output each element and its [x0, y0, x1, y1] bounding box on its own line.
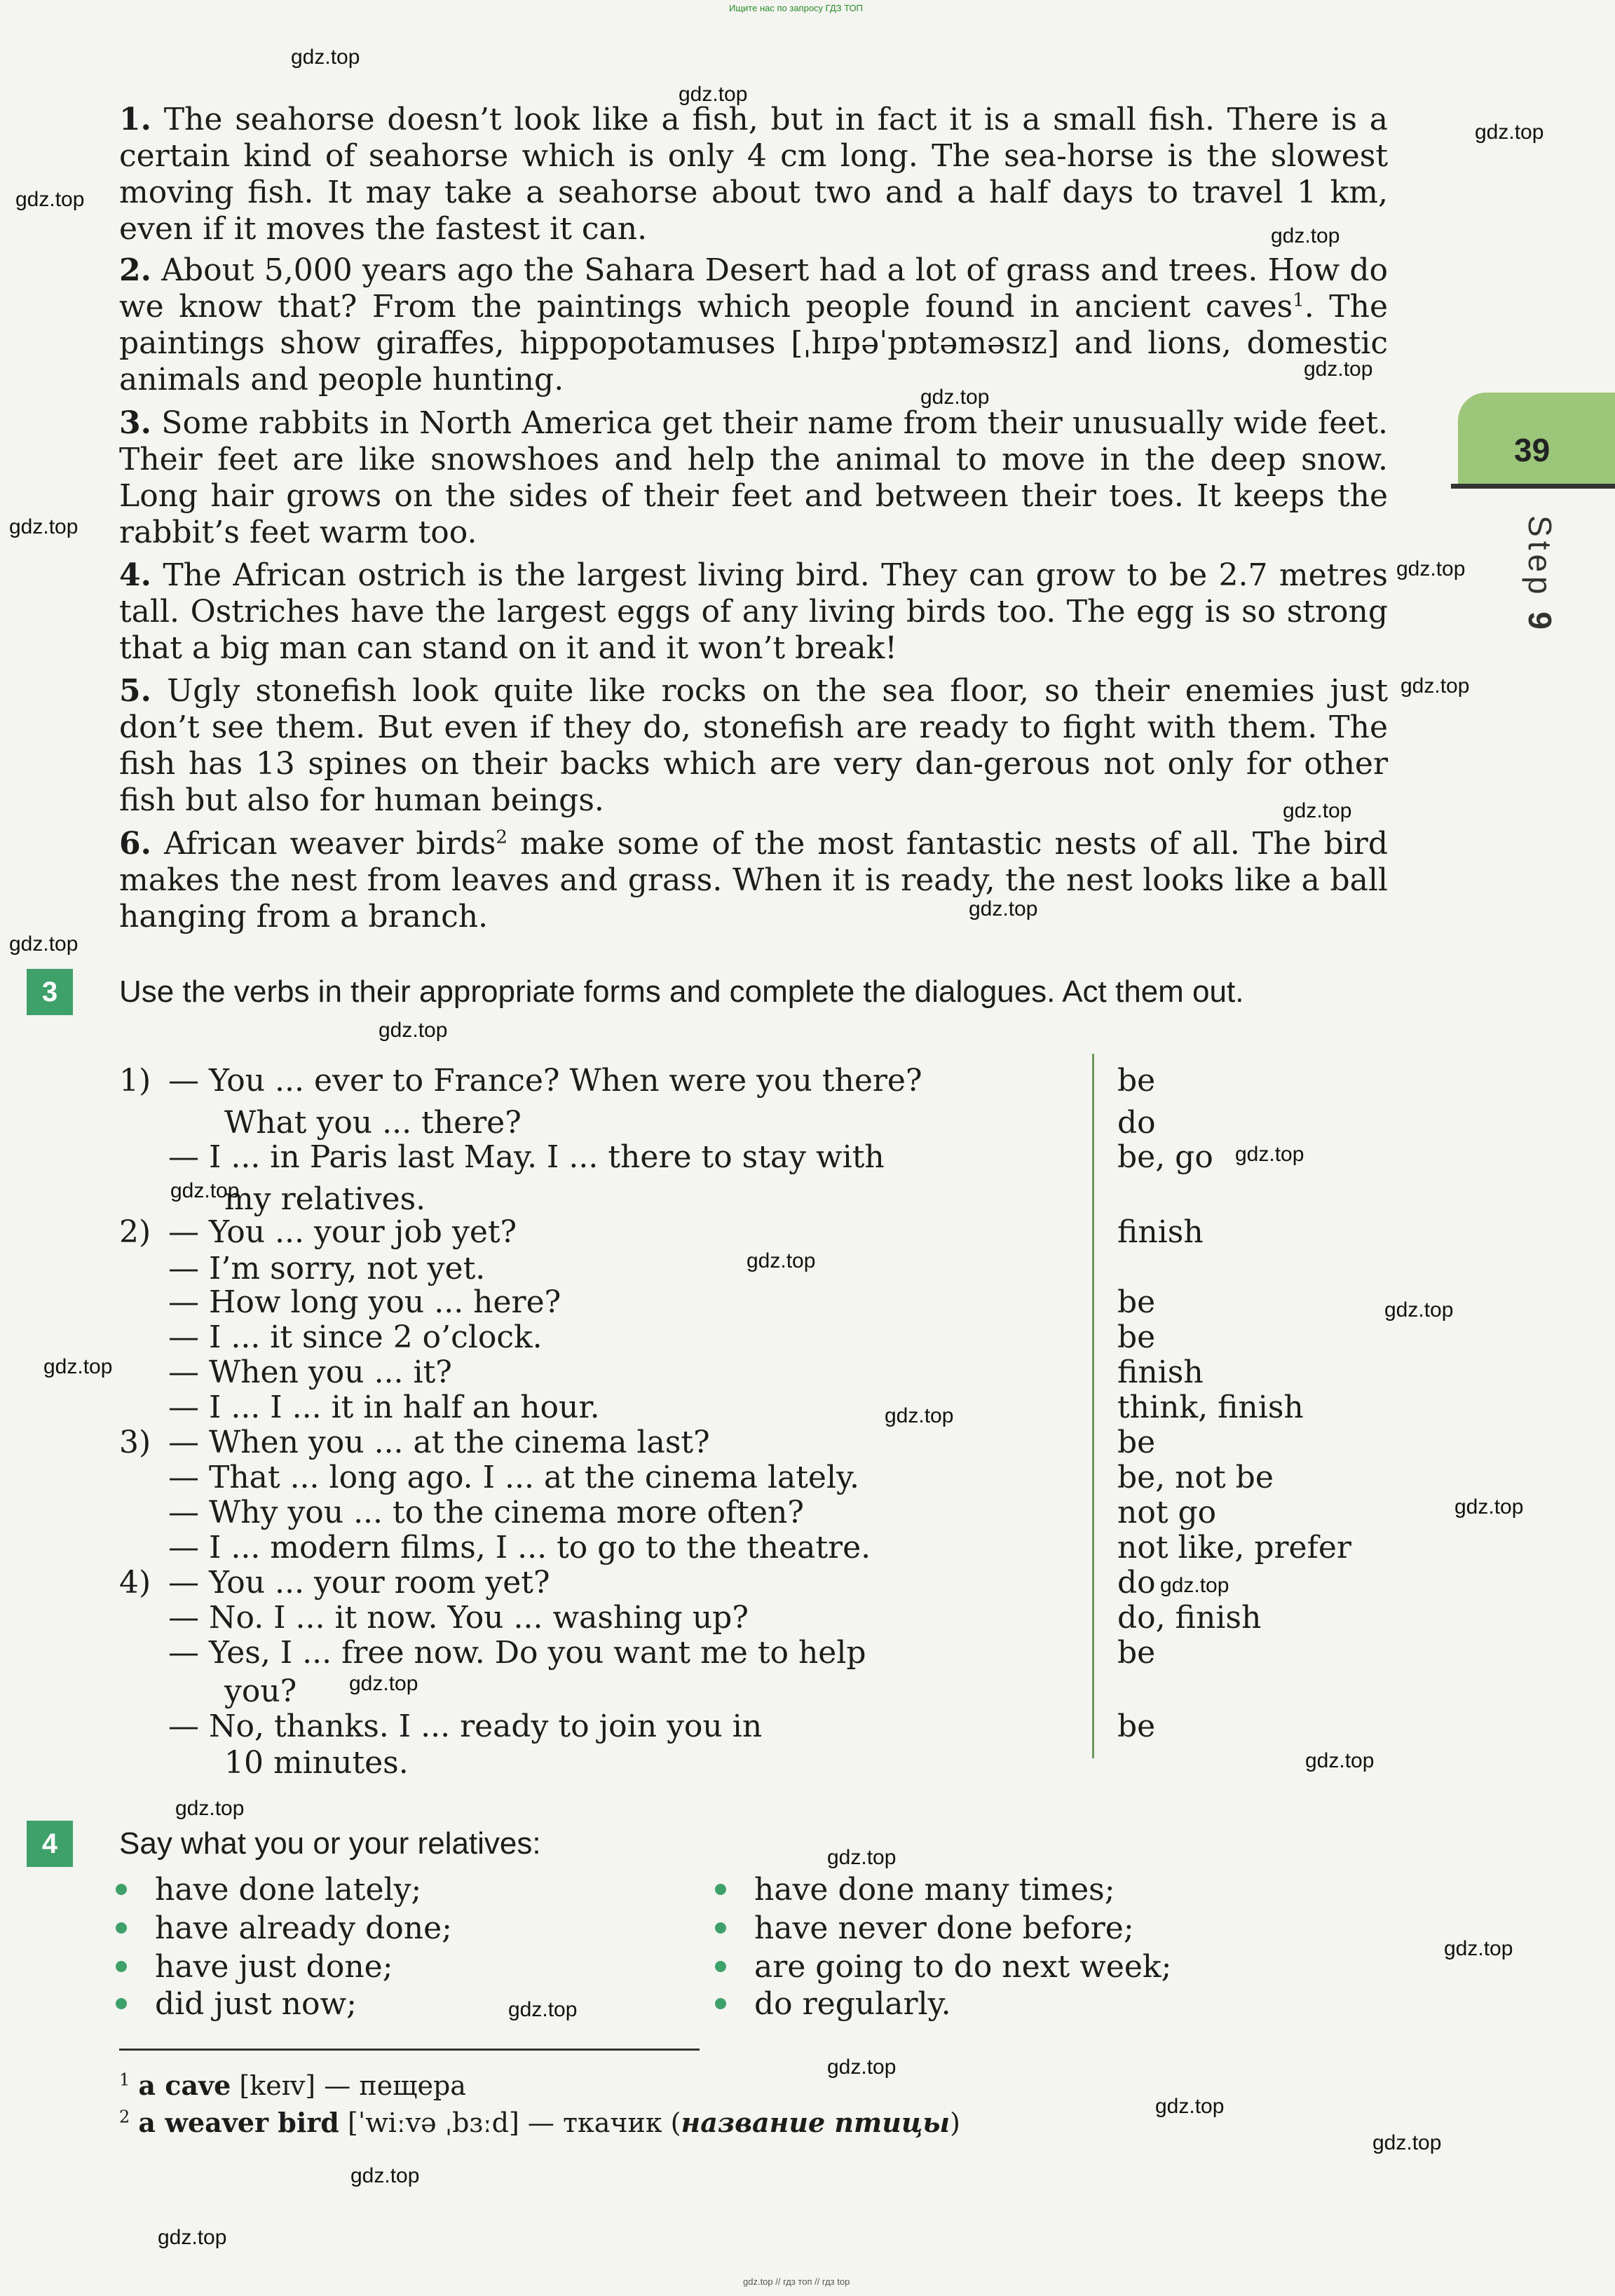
bullet-icon	[715, 1884, 726, 1895]
dialogue-line: you?	[224, 1673, 297, 1709]
verb-hint: think, finish	[1117, 1390, 1304, 1425]
watermark: gdz.top	[1401, 674, 1470, 698]
bullet-text: have done many times;	[754, 1872, 1115, 1908]
verb-hint: be	[1117, 1635, 1156, 1671]
dialogue-line: What you ... there?	[224, 1105, 522, 1141]
paragraph-text: Some rabbits in North America get their name from their unusually wide feet. Their feet are like snowshoes and help the animal to move in the deep snow. Long hair grows on the sides of their feet and between their toes. It keeps the rabbit’s feet warm too.	[119, 405, 1388, 550]
bullet-icon	[715, 1998, 726, 2009]
paragraph-number: 5.	[119, 673, 151, 709]
footnote-close: )	[950, 2107, 960, 2138]
verb-hint: be	[1117, 1425, 1156, 1460]
bullet-item	[715, 1986, 951, 2023]
paragraph-number: 2.	[119, 252, 151, 288]
watermark: gdz.top	[508, 1998, 578, 2021]
page-number: 39	[1514, 432, 1551, 468]
paragraph-text: Ugly stonefish look quite like rocks on the sea floor, so their enemies just don’t see them. But even if they do, stonefish are ready to fight with them. The fish has 13 spines on their backs which are very dan-gerous not only for other fish but also for human beings.	[119, 673, 1388, 818]
bullet-icon	[116, 1961, 127, 1972]
footnote-note: название птицы	[681, 2107, 950, 2138]
bullet-text: do regularly.	[754, 1986, 951, 2022]
bullet-text: have never done before;	[754, 1910, 1134, 1946]
dialogue-line: — I ... I ... it in half an hour.	[168, 1390, 600, 1425]
paragraph-text: . The paintings show giraffes, hippopotamuses [ˌhɪpəˈpɒtəməsɪz] and lions, domestic animals and people hunting.	[119, 289, 1388, 398]
watermark: gdz.top	[1444, 1937, 1513, 1960]
dialogue-line: — You ... your job yet?	[168, 1214, 517, 1250]
bullet-item	[715, 1872, 1115, 1908]
watermark: gdz.top	[1160, 1574, 1229, 1597]
footnote-number: 2	[119, 2107, 130, 2127]
verb-hint: do	[1117, 1105, 1156, 1141]
paragraph-4	[119, 557, 1388, 667]
dialogue-line: — I’m sorry, not yet.	[168, 1251, 486, 1286]
paragraph-3	[119, 405, 1388, 551]
page-rule	[1451, 484, 1615, 489]
footnote-1	[119, 2068, 466, 2103]
bullet-icon	[715, 1922, 726, 1934]
paragraph-5	[119, 673, 1388, 819]
dialogue-line: — How long you ... here?	[168, 1284, 561, 1320]
paragraph-6	[119, 826, 1388, 935]
exercise-3-instruction: Use the verbs in their appropriate forms and complete the dialogues. Act them out.	[119, 974, 1244, 1009]
verb-hint: be	[1117, 1319, 1156, 1355]
watermark: gdz.top	[969, 897, 1038, 921]
exercise-4-badge: 4	[27, 1821, 73, 1867]
footnote-transcription: [keɪv]	[239, 2070, 316, 2101]
watermark: gdz.top	[827, 1846, 897, 1869]
dialogue-line: — Why you ... to the cinema more often?	[168, 1495, 804, 1530]
bullet-text: did just now;	[155, 1986, 357, 2022]
watermark: gdz.top	[827, 2056, 897, 2079]
footnote-gloss: — пещера	[324, 2070, 466, 2101]
paragraph-text: make some of the most fantastic nests of all. The bird makes the nest from leaves and grass. When it is ready, the nest looks like a ball hanging from a branch.	[119, 826, 1388, 935]
bullet-item	[116, 1986, 357, 2023]
dialogue-line: — That ... long ago. I ... at the cinema lately.	[168, 1460, 860, 1495]
header-note: Ищите нас по запросу ГДЗ ТОП	[729, 3, 863, 13]
paragraph-number: 1.	[119, 102, 151, 137]
watermark: gdz.top	[291, 46, 360, 69]
dialogue-number: 1)	[119, 1063, 151, 1099]
paragraph-text: The African ostrich is the largest living bird. They can grow to be 2.7 metres tall. Ostriches have the largest eggs of any living birds too. The egg is so strong that a big man can stand on it and it won’t break!	[119, 557, 1388, 666]
paragraph-number: 6.	[119, 826, 151, 862]
verb-column-divider	[1092, 1054, 1094, 1758]
footnote-2	[119, 2105, 960, 2140]
paragraph-number: 4.	[119, 557, 151, 593]
exercise-3-badge: 3	[27, 969, 73, 1015]
dialogue-line: 10 minutes.	[224, 1745, 409, 1781]
dialogue-line: — No. I ... it now. You ... washing up?	[168, 1600, 749, 1636]
footnote-rule	[119, 2049, 700, 2051]
bullet-text: have already done;	[155, 1910, 452, 1946]
footnote-ref: 1	[1293, 290, 1304, 311]
watermark: gdz.top	[1283, 799, 1352, 822]
bullet-item	[715, 1949, 1171, 1985]
verb-hint: not go	[1117, 1495, 1217, 1530]
verb-hint: do, finish	[1117, 1600, 1262, 1636]
footnote-ref: 2	[496, 827, 507, 848]
bullet-item	[116, 1949, 393, 1985]
watermark: gdz.top	[1372, 2131, 1442, 2154]
verb-hint: be	[1117, 1709, 1156, 1744]
step-label	[1521, 515, 1559, 634]
dialogue-line: — You ... ever to France? When were you there?	[168, 1063, 922, 1099]
dialogue-line: — I ... it since 2 o’clock.	[168, 1319, 543, 1355]
watermark: gdz.top	[1475, 121, 1544, 144]
dialogue-line: — I ... modern films, I ... to go to the theatre.	[168, 1530, 871, 1565]
bullet-icon	[715, 1961, 726, 1972]
exercise-4-instruction: Say what you or your relatives:	[119, 1826, 541, 1861]
watermark: gdz.top	[350, 2164, 420, 2187]
verb-hint: finish	[1117, 1354, 1204, 1390]
watermark: gdz.top	[9, 515, 79, 538]
paragraph-text: The seahorse doesn’t look like a fish, but in fact it is a small fish. There is a certain kind of seahorse which is only 4 cm long. The sea-horse is the slowest moving fish. It may take a seahorse about two and a half days to travel 1 km, even if it moves the fastest it can.	[119, 102, 1388, 247]
bullet-text: are going to do next week;	[754, 1949, 1172, 1985]
watermark: gdz.top	[747, 1249, 816, 1272]
bullet-icon	[116, 1998, 127, 2009]
dialogue-line: — When you ... at the cinema last?	[168, 1425, 710, 1460]
paragraph-1	[119, 102, 1388, 247]
footnote-number: 1	[119, 2070, 130, 2090]
watermark: gdz.top	[1454, 1495, 1524, 1519]
bullet-item	[715, 1910, 1134, 1947]
paragraph-number: 3.	[119, 405, 151, 441]
watermark: gdz.top	[158, 2226, 227, 2249]
watermark: gdz.top	[885, 1404, 954, 1427]
watermark: gdz.top	[43, 1355, 113, 1378]
verb-hint: not like, prefer	[1117, 1530, 1351, 1565]
bullet-icon	[116, 1922, 127, 1934]
dialogue-line: — You ... your room yet?	[168, 1565, 550, 1601]
footnote-gloss: — ткачик (	[527, 2107, 681, 2138]
watermark: gdz.top	[1304, 358, 1373, 381]
verb-hint: be	[1117, 1284, 1156, 1320]
dialogue-line: — I ... in Paris last May. I ... there to stay with	[168, 1139, 885, 1175]
verb-hint: be, go	[1117, 1139, 1213, 1175]
verb-hint: finish	[1117, 1214, 1204, 1250]
step-prefix: Step	[1522, 515, 1558, 599]
footer-note: gdz.top // гдз топ // гдз top	[743, 2276, 850, 2287]
bullet-item	[116, 1872, 421, 1908]
watermark: gdz.top	[1235, 1143, 1304, 1166]
watermark: gdz.top	[920, 386, 990, 409]
watermark: gdz.top	[1271, 224, 1340, 247]
paragraph-text: African weaver birds	[163, 826, 496, 862]
verb-hint: do	[1117, 1565, 1156, 1601]
dialogue-line: — No, thanks. I ... ready to join you in	[168, 1709, 763, 1744]
dialogue-number: 4)	[119, 1565, 151, 1601]
dialogue-line: — When you ... it?	[168, 1354, 452, 1390]
bullet-text: have done lately;	[155, 1872, 422, 1908]
dialogue-number: 3)	[119, 1425, 151, 1460]
bullet-item	[116, 1910, 452, 1947]
watermark: gdz.top	[1396, 557, 1466, 580]
verb-hint: be	[1117, 1063, 1156, 1099]
verb-hint: be, not be	[1117, 1460, 1274, 1495]
watermark: gdz.top	[379, 1019, 448, 1042]
watermark: gdz.top	[15, 188, 85, 211]
footnote-transcription: [ˈwiːvə ˌbɜːd]	[347, 2107, 519, 2138]
watermark: gdz.top	[170, 1179, 240, 1202]
watermark: gdz.top	[349, 1672, 418, 1695]
footnote-term: a cave	[138, 2070, 231, 2101]
step-number: 9	[1522, 611, 1558, 634]
watermark: gdz.top	[679, 83, 748, 106]
paragraph-text: About 5,000 years ago the Sahara Desert had a lot of grass and trees. How do we know that? From the paintings which people found in ancient caves	[119, 252, 1388, 325]
watermark: gdz.top	[1155, 2095, 1225, 2118]
bullet-text: have just done;	[155, 1949, 393, 1985]
dialogue-line: my relatives.	[224, 1181, 426, 1217]
watermark: gdz.top	[1305, 1749, 1375, 1772]
dialogue-line: — Yes, I ... free now. Do you want me to help	[168, 1635, 866, 1671]
paragraph-2	[119, 252, 1388, 398]
watermark: gdz.top	[9, 932, 79, 956]
dialogue-number: 2)	[119, 1214, 151, 1250]
footnote-term: a weaver bird	[138, 2107, 339, 2138]
watermark: gdz.top	[175, 1797, 245, 1820]
bullet-icon	[116, 1884, 127, 1895]
watermark: gdz.top	[1384, 1298, 1454, 1322]
